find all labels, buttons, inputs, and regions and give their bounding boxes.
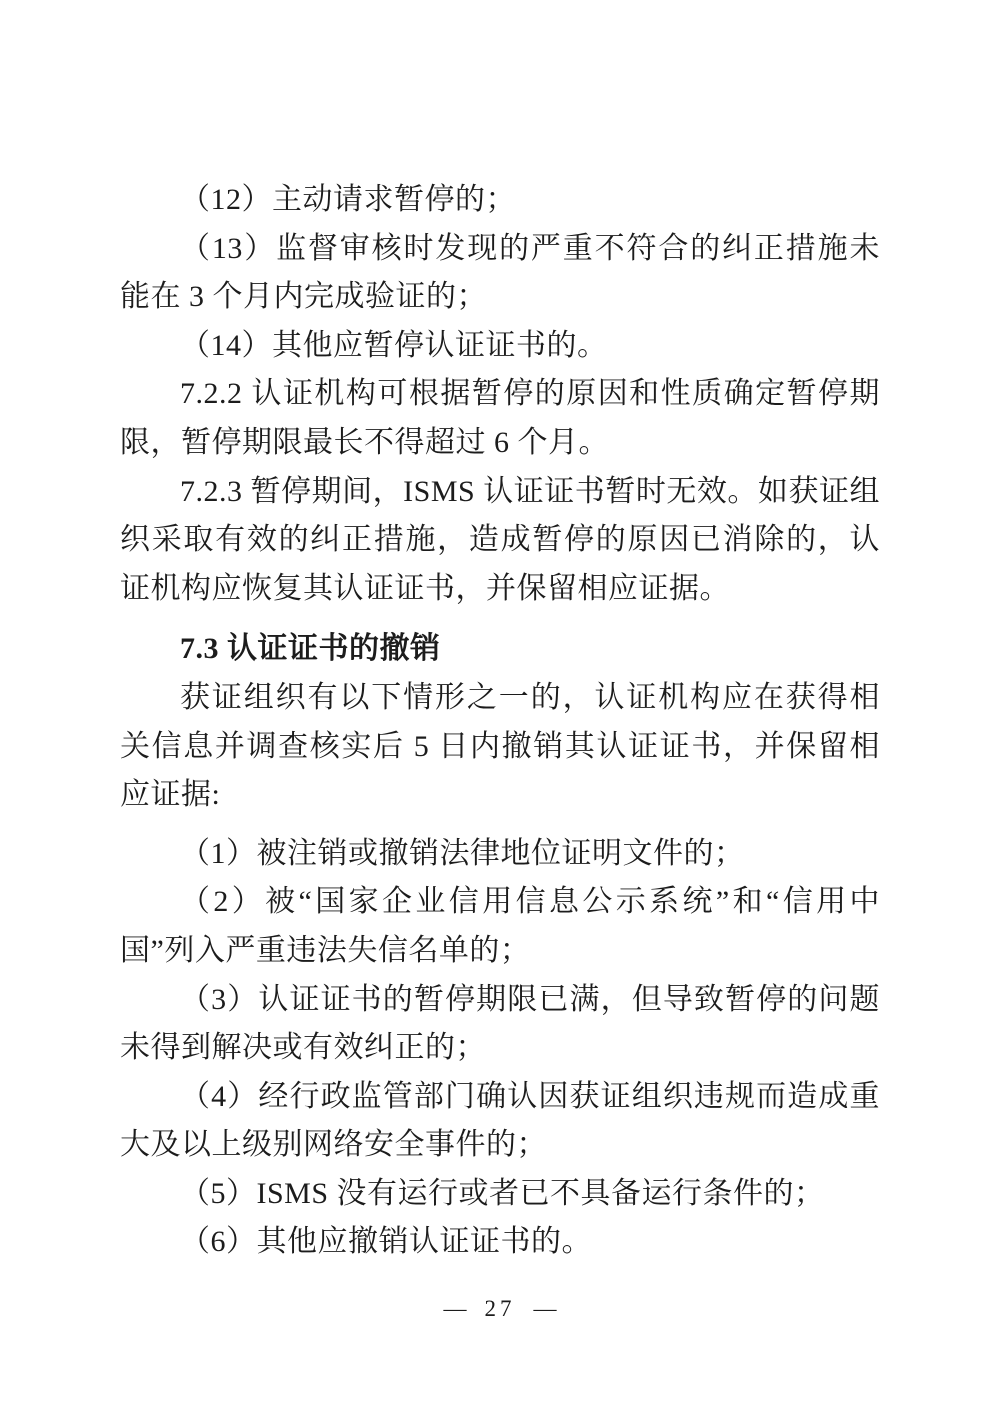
list-item-5: （5）ISMS 没有运行或者已不具备运行条件的； (180, 1176, 825, 1210)
page-number: 27 (484, 1296, 516, 1321)
list-item-14: （14）其他应暂停认证证书的。 (180, 328, 608, 362)
clause-7-2-3: 7.2.3 暂停期间，ISMS 认证证书暂时无效。如获证组织采取有效的纠正措施，造成暂停的原因已消除的，认证机构应恢复其认证证书，并保留相应证据。 (120, 474, 880, 605)
list-item-13: （13）监督审核时发现的严重不符合的纠正措施未能在 3 个月内完成验证的； (120, 231, 880, 314)
list-item-3: （3）认证证书的暂停期限已满，但导致暂停的问题未得到解决或有效纠正的； (120, 982, 880, 1065)
list-item-1: （1）被注销或撤销法律地位证明文件的； (180, 836, 745, 870)
list-item-12: （12）主动请求暂停的； (180, 183, 516, 216)
footer-right-dash: — (533, 1296, 557, 1321)
list-item-4: （4）经行政监管部门确认因获证组织违规而造成重大及以上级别网络安全事件的； (120, 1079, 880, 1162)
footer-left-dash: — (443, 1296, 467, 1321)
document-body (120, 176, 880, 1267)
list-item-6: （6）其他应撤销认证证书的。 (180, 1225, 592, 1259)
clause-7-3-intro: 获证组织有以下情形之一的，认证机构应在获得相关信息并调查核实后 5 日内撤销其认证证书，并保留相应证据: (120, 680, 880, 812)
list-item-2: （2）被“国家企业信用信息公示系统”和“信用中国”列入严重违法失信名单的； (120, 885, 880, 967)
section-heading-7-3: 7.3 认证证书的撤销 (180, 632, 441, 666)
page-footer (0, 1296, 1000, 1322)
clause-7-2-2: 7.2.2 认证机构可根据暂停的原因和性质确定暂停期限，暂停期限最长不得超过 6 个月。 (120, 377, 880, 459)
